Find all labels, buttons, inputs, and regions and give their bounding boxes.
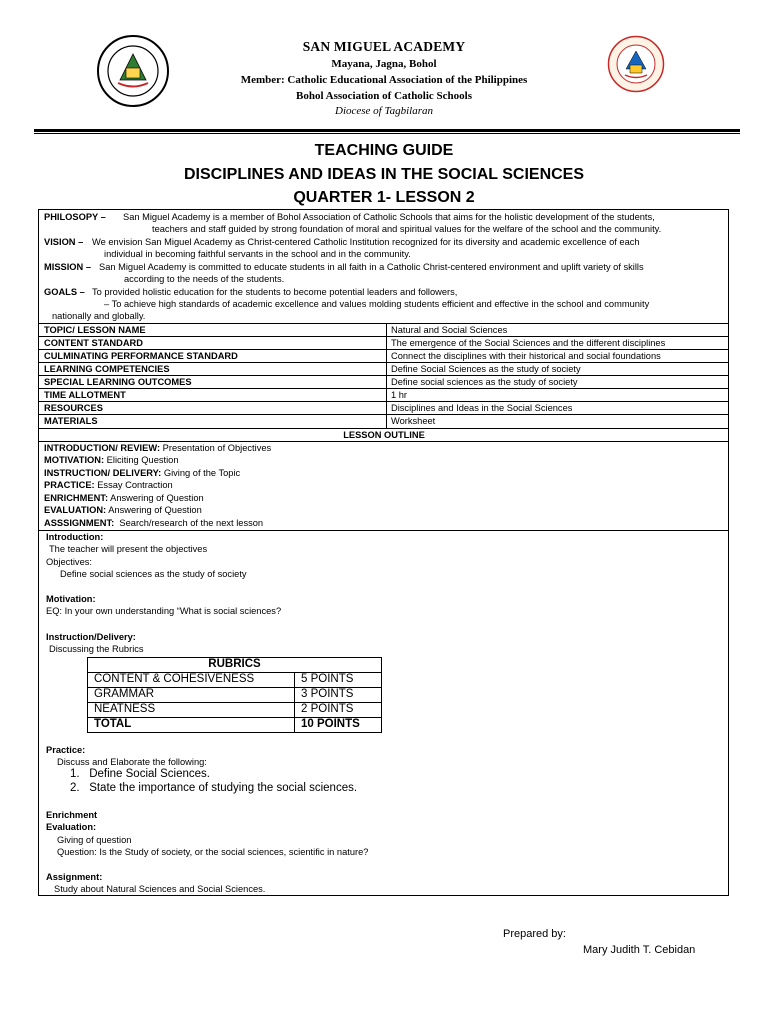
school-name: SAN MIGUEL ACADEMY (302, 39, 466, 54)
lesson-outline-heading: LESSON OUTLINE (343, 430, 425, 440)
column-divider (386, 323, 387, 428)
outline-label: PRACTICE: (44, 480, 95, 490)
practice-heading: Practice: (46, 745, 86, 755)
introduction-heading: Introduction: (46, 532, 104, 542)
assignment-text: Study about Natural Sciences and Social Sciences. (54, 884, 266, 894)
rubric-points: 5 POINTS (295, 673, 382, 688)
membership-line: Member: Catholic Educational Association of the Philippines (240, 74, 528, 86)
outline-label: INSTRUCTION/ DELIVERY: (44, 468, 162, 478)
rubric-total-label: TOTAL (88, 718, 295, 733)
preparer-name: Mary Judith T. Cebidan (583, 944, 696, 956)
goals-text-2: – To achieve high standards of academic excellence and values molding students efficient and effective in the school and community (104, 299, 650, 309)
philosophy-label: PHILOSOPY – (44, 212, 106, 222)
title-teaching-guide: TEACHING GUIDE (314, 142, 454, 159)
outline-label: ENRICHMENT: (44, 493, 109, 503)
info-label-topic: TOPIC/ LESSON NAME (44, 325, 146, 335)
info-label-time: TIME ALLOTMENT (44, 390, 126, 400)
rubric-criterion: NEATNESS (88, 703, 295, 718)
outline-label: EVALUATION: (44, 505, 107, 515)
goals-label: GOALS – (44, 287, 85, 297)
instruction-text: Discussing the Rubrics (49, 644, 144, 654)
info-value-performance-standard: Connect the disciplines with their historical and social foundations (391, 351, 661, 361)
enrichment-heading: Enrichment (46, 810, 98, 820)
association-line: Bohol Association of Catholic Schools (295, 90, 473, 102)
practice-item-text: Define Social Sciences. (89, 768, 210, 780)
outline-label: ASSSIGNMENT: (44, 518, 115, 528)
title-subject: DISCIPLINES AND IDEAS IN THE SOCIAL SCIENCES (183, 165, 585, 183)
rubric-criterion: GRAMMAR (88, 688, 295, 703)
practice-text: Discuss and Elaborate the following: (57, 757, 207, 767)
outline-item (44, 454, 179, 467)
outline-item (44, 504, 202, 517)
instruction-heading: Instruction/Delivery: (46, 632, 136, 642)
practice-item: 1. Define Social Sciences. (70, 768, 210, 780)
rubric-total-row (88, 718, 382, 733)
goals-text-3: nationally and globally. (52, 311, 146, 321)
evaluation-heading: Evaluation: (46, 822, 97, 832)
outline-item (44, 517, 263, 530)
rubric-points: 2 POINTS (295, 703, 382, 718)
outline-value: Search/research of the next lesson (119, 518, 264, 528)
info-value-materials: Worksheet (391, 416, 436, 426)
outline-value: Giving of the Topic (163, 468, 241, 478)
prepared-by-label: Prepared by: (503, 928, 566, 940)
header-divider-thin (34, 133, 740, 134)
mission-text-2: according to the needs of the students. (124, 274, 285, 284)
vision-label: VISION – (44, 237, 84, 247)
row-divider (38, 414, 729, 415)
mission-text-1: San Miguel Academy is committed to educate students in all faith in a Catholic Christ-centered environment and uplift variety of skills (99, 262, 644, 272)
practice-item-text: State the importance of studying the social sciences. (89, 782, 358, 794)
rubric-row (88, 688, 382, 703)
outline-label: MOTIVATION: (44, 455, 105, 465)
title-quarter-lesson: QUARTER 1- LESSON 2 (293, 189, 475, 206)
outline-item (44, 467, 240, 480)
info-value-topic: Natural and Social Sciences (391, 325, 508, 335)
rubric-total-points: 10 POINTS (295, 718, 382, 733)
assignment-heading: Assignment: (46, 872, 103, 882)
info-label-performance-standard: CULMINATING PERFORMANCE STANDARD (44, 351, 238, 361)
info-value-resources: Disciplines and Ideas in the Social Sciences (391, 403, 573, 413)
document-titles (0, 139, 768, 210)
practice-item: 2. State the importance of studying the social sciences. (70, 782, 358, 794)
outline-item (44, 492, 204, 505)
header-divider-thick (34, 129, 740, 132)
rubric-row (88, 703, 382, 718)
rubric-criterion: CONTENT & COHESIVENESS (88, 673, 295, 688)
rubrics-table (87, 657, 382, 733)
vision-text-2: individual in becoming faithful servants in the school and in the community. (104, 249, 411, 259)
evaluation-question: Question: Is the Study of society, or the social sciences, scientific in nature? (57, 847, 369, 857)
school-address: Mayana, Jagna, Bohol (331, 58, 437, 70)
document-header (0, 38, 768, 118)
motivation-text: EQ: In your own understanding “What is social sciences? (46, 606, 282, 616)
outline-value: Presentation of Objectives (162, 443, 272, 453)
goals-text-1: To provided holistic education for the students to become potential leaders and followers, (92, 287, 458, 297)
rubric-row (88, 673, 382, 688)
rubric-points: 3 POINTS (295, 688, 382, 703)
info-label-outcomes: SPECIAL LEARNING OUTCOMES (44, 377, 192, 387)
evaluation-text: Giving of question (57, 835, 132, 845)
info-label-content-standard: CONTENT STANDARD (44, 338, 143, 348)
info-label-resources: RESOURCES (44, 403, 103, 413)
outline-value: Answering of Question (108, 505, 202, 515)
introduction-text: The teacher will present the objectives (49, 544, 208, 554)
outline-value: Eliciting Question (106, 455, 179, 465)
philosophy-text-1: San Miguel Academy is a member of Bohol Association of Catholic Schools that aims for the holistic development of the students, (123, 212, 655, 222)
outline-item (44, 442, 271, 455)
vision-text-1: We envision San Miguel Academy as Christ-centered Catholic Institution recognized for its diversity and academic excellence of each (92, 237, 640, 247)
info-value-competencies: Define Social Sciences as the study of society (391, 364, 581, 374)
motivation-heading: Motivation: (46, 594, 96, 604)
info-value-time: 1 hr (391, 390, 408, 400)
outline-value: Essay Contraction (97, 480, 173, 490)
outline-label: INTRODUCTION/ REVIEW: (44, 443, 161, 453)
info-label-competencies: LEARNING COMPETENCIES (44, 364, 170, 374)
philosophy-text-2: teachers and staff guided by strong foundation of moral and spiritual values for the welfare of the school and the community. (152, 224, 662, 234)
row-divider (38, 530, 729, 531)
objectives-label: Objectives: (46, 557, 92, 567)
info-value-content-standard: The emergence of the Social Sciences and the different disciplines (391, 338, 666, 348)
outline-item (44, 479, 173, 492)
info-value-outcomes: Define social sciences as the study of society (391, 377, 578, 387)
mission-label: MISSION – (44, 262, 92, 272)
row-divider (38, 401, 729, 402)
diocese-line: Diocese of Tagbilaran (335, 105, 433, 117)
outline-value: Answering of Question (110, 493, 204, 503)
objective-item: Define social sciences as the study of society (60, 569, 247, 579)
rubrics-header: RUBRICS (88, 658, 382, 673)
info-label-materials: MATERIALS (44, 416, 98, 426)
